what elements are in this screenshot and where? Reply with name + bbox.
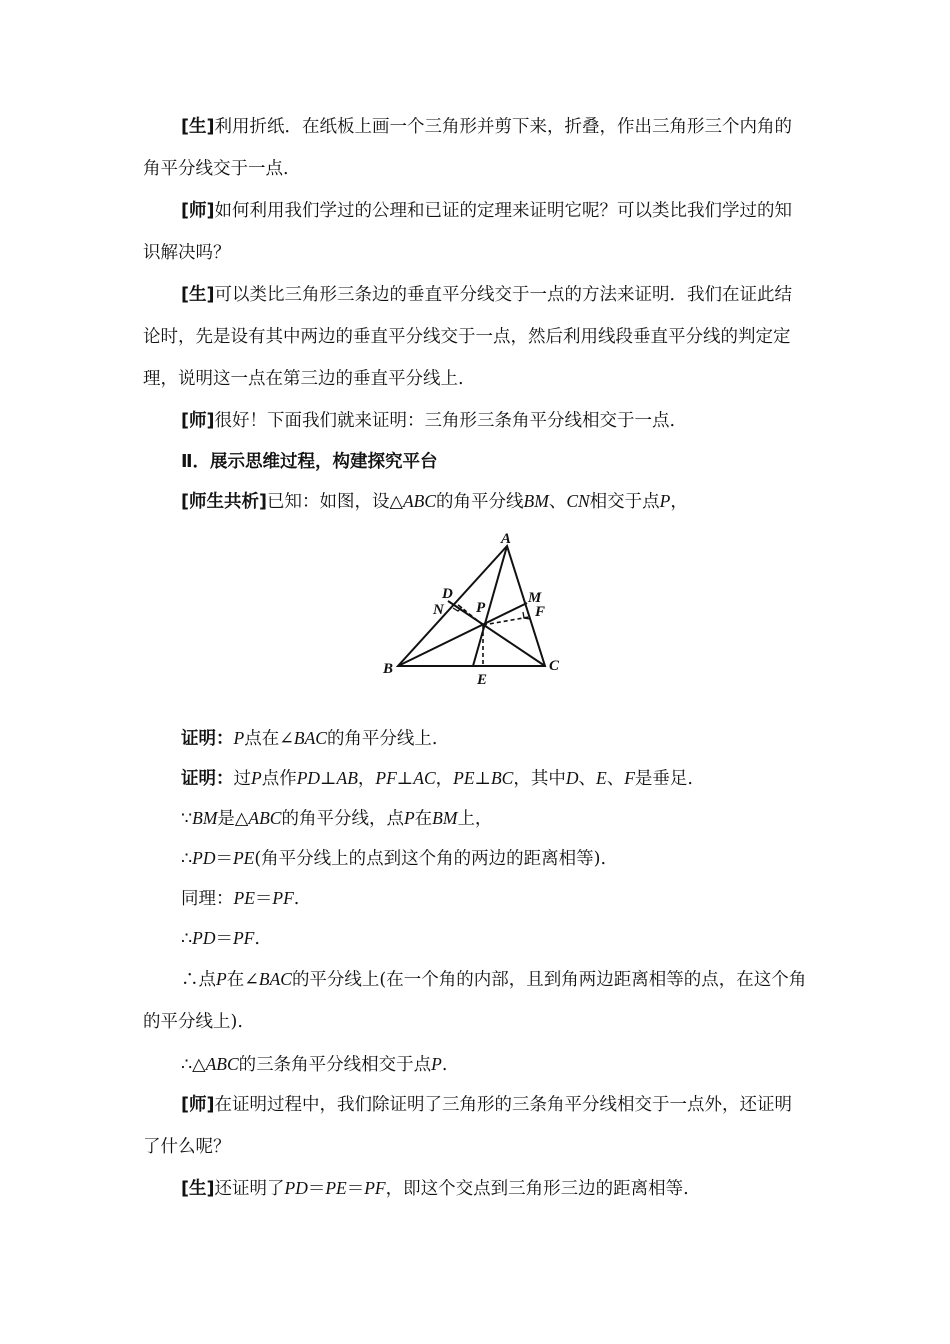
math-var: PF (364, 1178, 386, 1198)
speaker-tag: [师生共析] (181, 492, 267, 512)
math-var: BAC (293, 728, 327, 748)
math-var: PE (325, 1178, 347, 1198)
proof-text: . (441, 1055, 448, 1075)
proof-text: . (254, 929, 260, 949)
proof-text: (角平分线上的点到这个角的两边的距离相等). (254, 849, 607, 869)
math-var: D (565, 768, 579, 788)
dialogue-teacher-3 (143, 1084, 808, 1168)
proof-line-6 (143, 958, 808, 1043)
math-var: BM (523, 491, 549, 511)
proof-text: ∵ (181, 809, 193, 829)
given-text: 、 (548, 492, 567, 512)
math-var: P (251, 768, 262, 788)
dialogue-student-3 (143, 1168, 808, 1209)
dialogue-student-2 (143, 274, 808, 400)
proof-text: 的平分线上(在一个角的内部，且到角两边距离相等的点，在这个角的平分线上). (143, 970, 807, 1032)
math-var: AC (413, 768, 436, 788)
math-var: AB (336, 768, 358, 788)
math-var: P (403, 808, 415, 828)
proof-text: 的角平分线，点 (281, 809, 404, 829)
label-m: M (528, 590, 542, 606)
proof-text: ⊥ (320, 769, 337, 789)
math-var: PF (375, 768, 397, 788)
given-statement (143, 481, 808, 522)
speaker-tag: [生] (181, 1179, 215, 1199)
math-var: BM (192, 808, 218, 828)
proof-text: ∴点 (181, 970, 216, 990)
math-var: PD (284, 1178, 308, 1198)
dialogue-teacher-1 (143, 190, 808, 274)
proof-text: 、 (606, 769, 625, 789)
proof-text: 的三条角平分线相交于点 (238, 1055, 432, 1075)
dialogue-text: 如何利用我们学过的公理和已证的定理来证明它呢？可以类比我们学过的知识解决吗？ (143, 201, 792, 263)
proof-text: 的角平分线上. (326, 729, 438, 749)
proof-text: 过 (233, 769, 251, 789)
dialogue-text: 还证明了 (214, 1179, 285, 1199)
proof-text: 、 (578, 769, 596, 789)
given-text: 已知：如图，设△ (267, 492, 403, 512)
math-var: P (216, 969, 227, 989)
proof-line-7 (143, 1044, 808, 1085)
speaker-tag: [师] (181, 411, 215, 431)
label-b: B (383, 661, 394, 677)
proof-line-4 (143, 878, 808, 919)
given-text: 相交于点 (589, 492, 660, 512)
proof-tag: 证明： (181, 769, 234, 789)
math-var: P (233, 728, 245, 748)
proof-text: ， (435, 769, 454, 789)
proof-text: 点在∠ (244, 729, 294, 749)
math-var: F (624, 768, 635, 788)
speaker-tag: [生] (181, 285, 215, 305)
proof-text: 是垂足. (634, 769, 693, 789)
proof-text: ， (357, 769, 376, 789)
math-var: ABC (205, 1054, 239, 1074)
section-heading: Ⅱ．展示思维过程，构建探究平台 (181, 452, 438, 472)
math-var: CN (566, 491, 590, 511)
proof-text: ⊥ (396, 769, 414, 789)
proof-text: ∴ (181, 849, 193, 869)
proof-line-5 (143, 918, 808, 959)
proof-text: ＝ (215, 929, 233, 949)
proof-text: 点作 (261, 769, 297, 789)
dialogue-text: ＝ (346, 1179, 365, 1199)
dialogue-text: 利用折纸．在纸板上画一个三角形并剪下来，折叠，作出三角形三个内角的角平分线交于一点. (143, 117, 792, 179)
bisector-bm (398, 603, 527, 666)
proof-text: ∴ (181, 929, 193, 949)
label-f: F (535, 604, 546, 620)
dialogue-text: 可以类比三角形三条边的垂直平分线交于一点的方法来证明．我们在证此结论时，先是设有其中两边的垂直平分线交于一点，然后利用线段垂直平分线的判定定理，说明这一点在第三边的垂直平分线上. (143, 285, 792, 389)
proof-text: 是△ (217, 809, 249, 829)
label-e: E (477, 672, 488, 687)
given-text: 的角平分线 (436, 492, 524, 512)
label-a: A (501, 531, 512, 547)
proof-line-2 (143, 798, 808, 839)
dialogue-text: ，即这个交点到三角形三边的距离相等. (385, 1179, 689, 1199)
math-var: PF (272, 888, 294, 908)
proof-line-1 (143, 758, 808, 799)
proof-text: 在∠ (226, 970, 259, 990)
math-var: PE (453, 768, 475, 788)
dialogue-text: 在证明过程中，我们除证明了三角形的三条角平分线相交于一点外，还证明了什么呢？ (143, 1095, 792, 1157)
math-var: BAC (258, 969, 292, 989)
prove-tag: 证明： (181, 729, 234, 749)
dialogue-text: ＝ (307, 1179, 326, 1199)
math-var: P (431, 1054, 442, 1074)
math-var: E (596, 768, 607, 788)
proof-text: . (293, 889, 300, 909)
speaker-tag: [生] (181, 117, 215, 137)
label-n: N (433, 602, 444, 618)
label-c: C (549, 658, 560, 674)
prove-statement (143, 718, 808, 759)
math-var: ABC (402, 491, 437, 511)
speaker-tag: [师] (181, 201, 215, 221)
label-d: D (442, 586, 453, 602)
math-var: PD (192, 848, 216, 868)
math-var: PD (296, 768, 321, 788)
math-var: P (659, 491, 671, 511)
proof-line-3 (143, 838, 808, 879)
math-var: PD (192, 928, 216, 948)
proof-text: ⊥ (474, 769, 491, 789)
speaker-tag: [师] (181, 1095, 215, 1115)
proof-text: 同理： (181, 889, 234, 909)
given-text: ， (670, 492, 688, 512)
proof-text: ∴△ (181, 1055, 206, 1075)
dialogue-student-1 (143, 106, 808, 190)
proof-text: 在 (414, 809, 433, 829)
math-var: BM (432, 808, 458, 828)
proof-text: ，其中 (513, 769, 566, 789)
proof-text: ＝ (215, 849, 233, 869)
label-p: P (476, 600, 486, 616)
math-var: PF (232, 928, 255, 948)
proof-text: 上， (457, 809, 493, 829)
math-var: BC (490, 768, 514, 788)
math-var: PE (233, 888, 255, 908)
math-var: ABC (248, 808, 282, 828)
proof-text: ＝ (254, 889, 273, 909)
triangle-figure (378, 527, 578, 687)
dialogue-text: 很好！下面我们就来证明：三角形三条角平分线相交于一点. (214, 411, 676, 431)
dialogue-teacher-2 (143, 400, 808, 442)
math-var: PE (232, 848, 255, 868)
